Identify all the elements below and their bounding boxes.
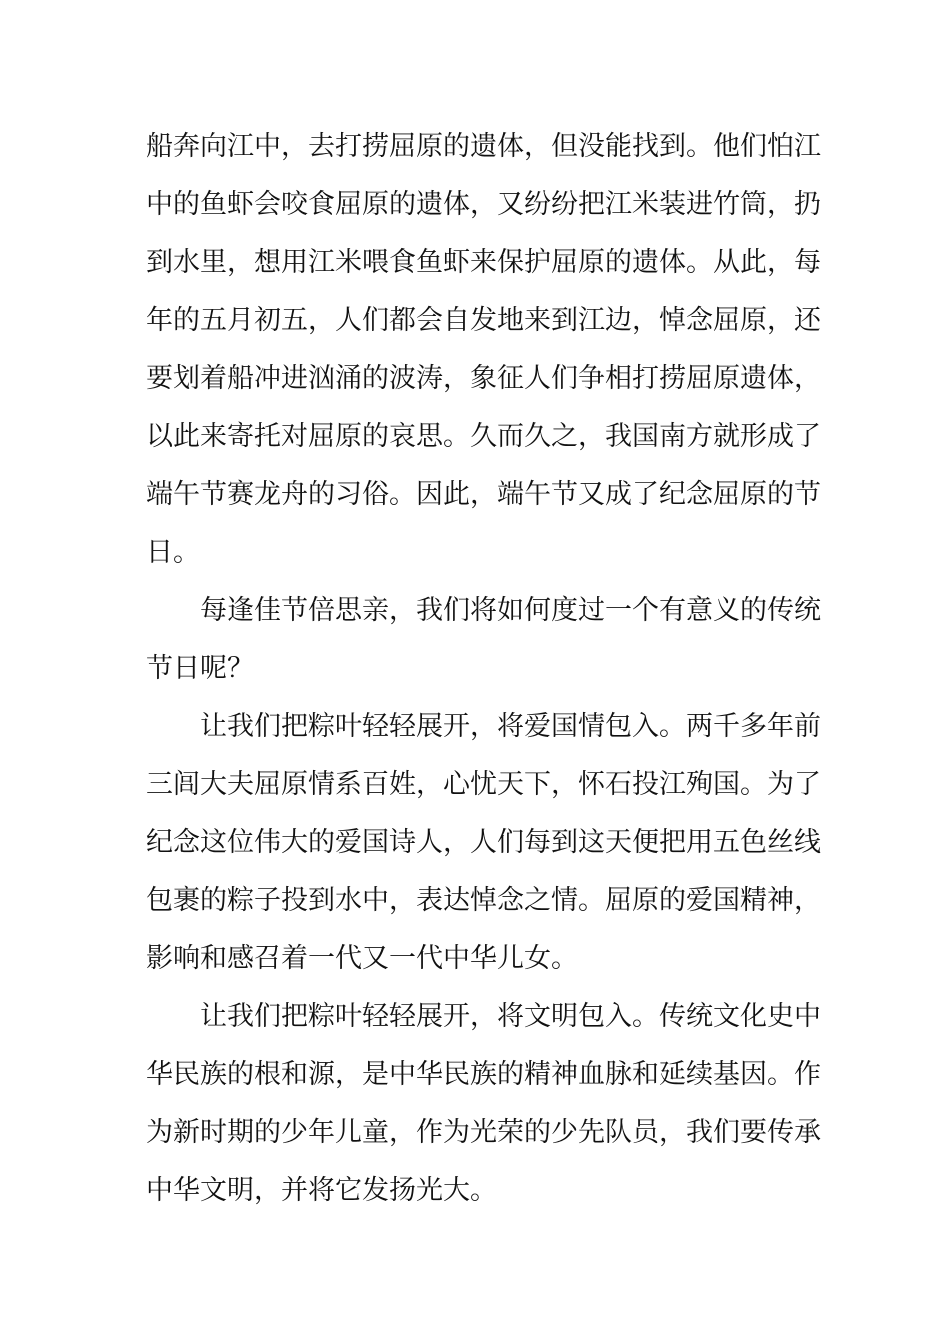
text-line: 日。 xyxy=(146,537,200,568)
text-line: 节日呢？ xyxy=(146,653,254,684)
paragraph-4 xyxy=(146,988,821,1220)
paragraph-1 xyxy=(146,118,821,582)
text-line: 要划着船冲进汹涌的波涛，象征人们争相打捞屈原遗体， xyxy=(146,363,821,394)
text-line: 让我们把粽叶轻轻展开，将爱国情包入。两千多年前 xyxy=(200,711,821,742)
paragraph-2 xyxy=(146,582,821,698)
text-line: 端午节赛龙舟的习俗。因此，端午节又成了纪念屈原的节 xyxy=(146,479,821,510)
text-line: 到水里，想用江米喂食鱼虾来保护屈原的遗体。从此，每 xyxy=(146,247,821,278)
text-line: 让我们把粽叶轻轻展开，将文明包入。传统文化史中 xyxy=(200,1001,821,1032)
text-line: 以此来寄托对屈原的哀思。久而久之，我国南方就形成了 xyxy=(146,421,821,452)
text-line: 影响和感召着一代又一代中华儿女。 xyxy=(146,943,578,974)
text-line: 每逢佳节倍思亲，我们将如何度过一个有意义的传统 xyxy=(200,595,821,626)
text-line: 纪念这位伟大的爱国诗人，人们每到这天便把用五色丝线 xyxy=(146,827,821,858)
text-line: 包裹的粽子投到水中，表达悼念之情。屈原的爱国精神， xyxy=(146,885,821,916)
text-line: 船奔向江中，去打捞屈原的遗体，但没能找到。他们怕江 xyxy=(146,131,821,162)
paragraph-3 xyxy=(146,698,821,988)
text-line: 三闾大夫屈原情系百姓，心忧天下，怀石投江殉国。为了 xyxy=(146,769,821,800)
text-line: 华民族的根和源，是中华民族的精神血脉和延续基因。作 xyxy=(146,1059,821,1090)
text-line: 中华文明，并将它发扬光大。 xyxy=(146,1175,497,1206)
text-line: 年的五月初五，人们都会自发地来到江边，悼念屈原，还 xyxy=(146,305,821,336)
text-line: 为新时期的少年儿童，作为光荣的少先队员，我们要传承 xyxy=(146,1117,821,1148)
document-body xyxy=(146,118,821,1220)
text-line: 中的鱼虾会咬食屈原的遗体，又纷纷把江米装进竹筒，扔 xyxy=(146,189,821,220)
